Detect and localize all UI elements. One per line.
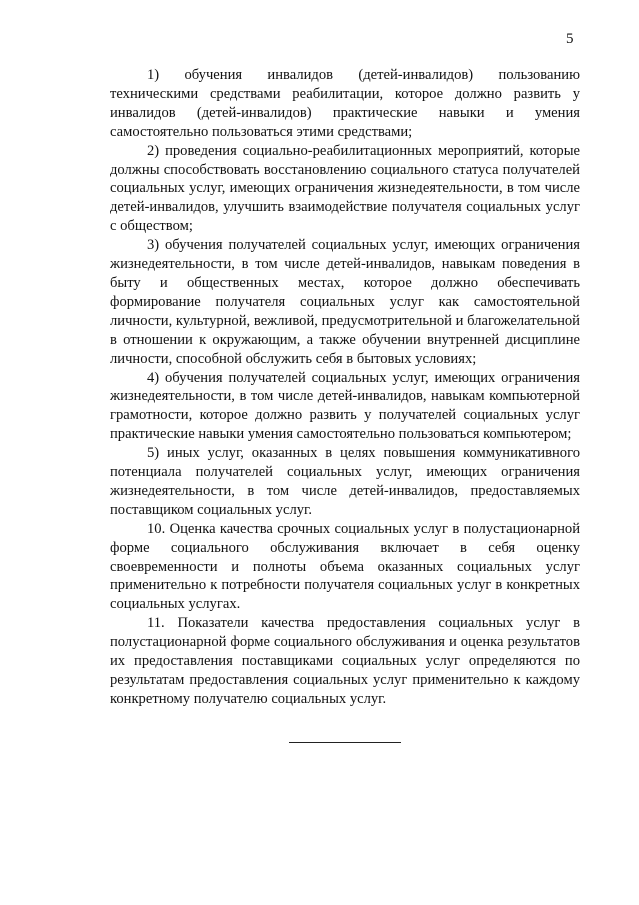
paragraph-item-3: 3) обучения получателей социальных услуг, имеющих ограничения жизнедеятельности, в том числе детей-инвалидов, навыкам поведения в быту и общественных местах, которое должно обеспечивать формирование получателя социальных услуг как самостоятельной личности, культурной, вежливой, предусмотрительной и благожелательной в отношении к окружающим, а также обучении внутренней дисциплине личности, способной обслужить себя в бытовых условиях; bbox=[110, 237, 580, 367]
end-of-document-rule bbox=[289, 742, 401, 743]
paragraph-section-10: 10. Оценка качества срочных социальных услуг в полустационарной форме социального обслуживания включает в себя оценку своевременности и полноты объема оказанных социальных услуг применительно к потребности получателя социальных услуг в конкретных социальных услугах. bbox=[110, 520, 580, 613]
paragraph-item-4: 4) обучения получателей социальных услуг, имеющих ограничения жизнедеятельности, в том числе детей-инвалидов, навыкам компьютерной грамотности, которое должно развить у получателей социальных услуг практические навыки умения самостоятельно пользоваться компьютером; bbox=[110, 369, 580, 443]
paragraph-section-11: 11. Показатели качества предоставления социальных услуг в полустационарной форме социального обслуживания и оценка результатов их предоставления поставщиками социальных услуг определяются по результатам предоставления социальных услуг применительно к каждому конкретному получателю социальных услуг. bbox=[110, 615, 580, 707]
page-number: 5 bbox=[566, 31, 574, 47]
document-body bbox=[110, 66, 580, 709]
paragraph-item-1: 1) обучения инвалидов (детей-инвалидов) пользованию техническими средствами реабилитации, которое должно развить у инвалидов (детей-инвалидов) практические навыки и умения самостоятельно пользоваться этими средствами; bbox=[110, 67, 580, 140]
paragraph-item-5: 5) иных услуг, оказанных в целях повышения коммуникативного потенциала получателей социальных услуг, имеющих ограничения жизнедеятельности, в том числе детей-инвалидов, предоставляемых поставщиком социальных услуг. bbox=[110, 445, 580, 518]
paragraph-item-2: 2) проведения социально-реабилитационных мероприятий, которые должны способствовать восстановлению социального статуса получателей социальных услуг, имеющих ограничения жизнедеятельности, в том числе детей-инвалидов, улучшить взаимодействие получателя социальных услуг с обществом; bbox=[110, 142, 580, 235]
